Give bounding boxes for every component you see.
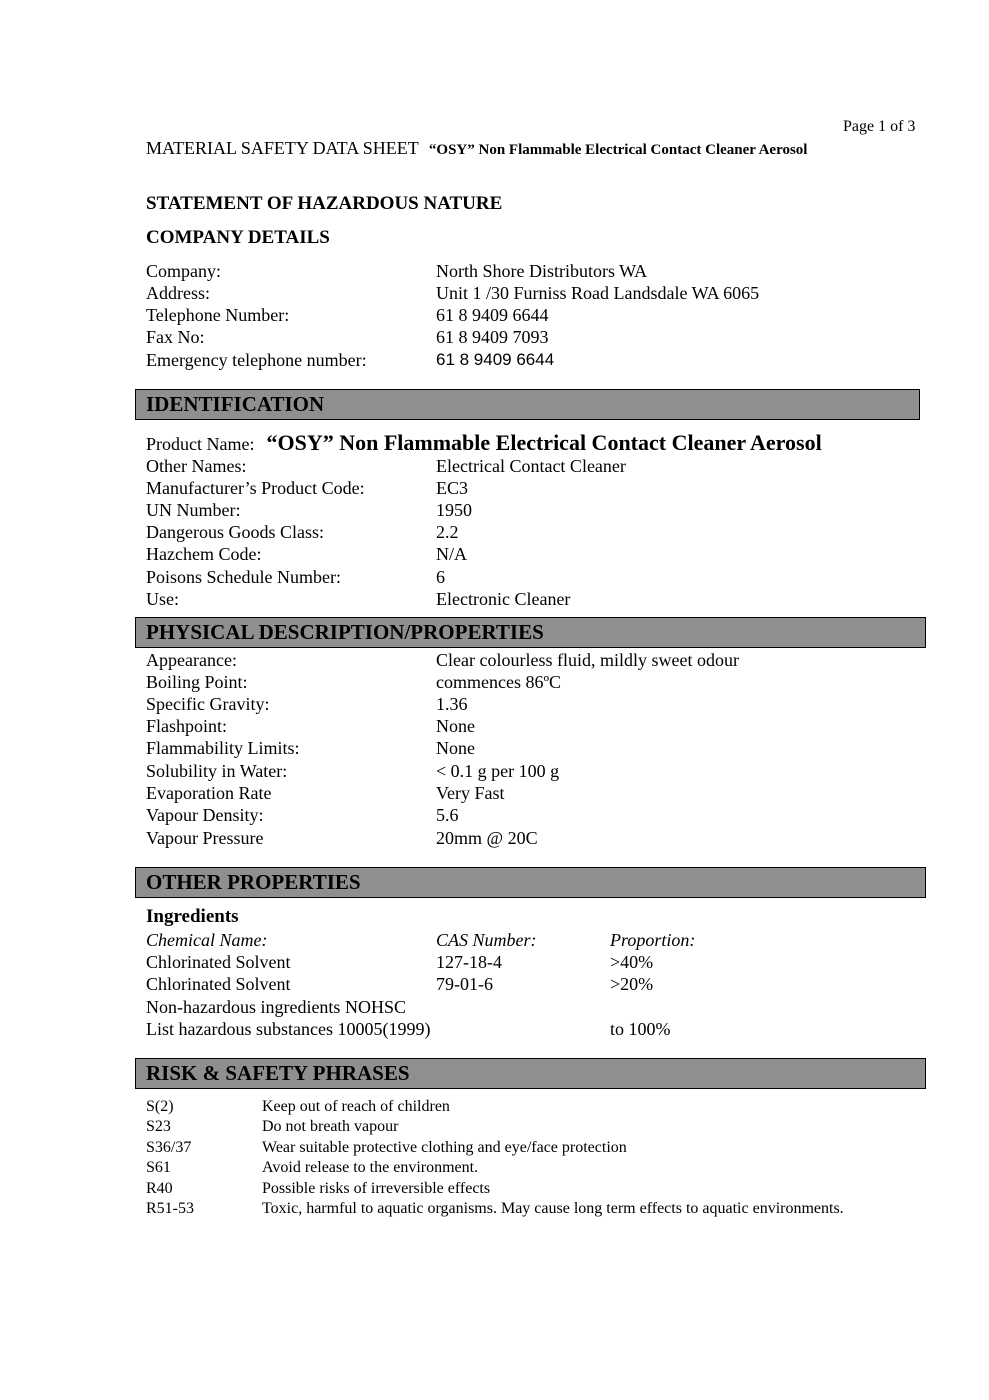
phrase-code: R40 — [146, 1180, 173, 1197]
un-number-label: UN Number: — [146, 500, 241, 520]
identification-heading: IDENTIFICATION — [146, 392, 325, 416]
col-cas-number: CAS Number: — [436, 930, 537, 950]
use-value: Electronic Cleaner — [436, 589, 571, 609]
other-names-label: Other Names: — [146, 456, 247, 476]
evaporation-value: Very Fast — [436, 783, 505, 803]
col-chemical-name: Chemical Name: — [146, 930, 268, 950]
boiling-point-label: Boiling Point: — [146, 672, 248, 692]
page-indicator: Page 1 of 3 — [843, 118, 916, 135]
telephone-value: 61 8 9409 6644 — [436, 305, 549, 325]
product-code-label: Manufacturer’s Product Code: — [146, 478, 365, 498]
solubility-value: < 0.1 g per 100 g — [436, 761, 560, 781]
product-name-label: Product Name: — [146, 434, 255, 454]
solubility-label: Solubility in Water: — [146, 761, 288, 781]
other-names-value: Electrical Contact Cleaner — [436, 456, 626, 476]
dg-class-value: 2.2 — [436, 522, 459, 542]
list-hazardous-proportion: to 100% — [610, 1019, 671, 1039]
phrase-code: S(2) — [146, 1098, 174, 1115]
ingredient-name: Chlorinated Solvent — [146, 974, 291, 994]
flashpoint-value: None — [436, 716, 475, 736]
risk-heading: RISK & SAFETY PHRASES — [146, 1061, 410, 1085]
company-label: Company: — [146, 261, 221, 281]
statement-heading: STATEMENT OF HAZARDOUS NATURE — [146, 193, 503, 214]
dg-class-label: Dangerous Goods Class: — [146, 522, 324, 542]
identification-bar — [135, 389, 920, 420]
appearance-value: Clear colourless fluid, mildly sweet odour — [436, 650, 739, 670]
vapour-density-label: Vapour Density: — [146, 805, 264, 825]
doc-type: MATERIAL SAFETY DATA SHEET — [146, 138, 419, 158]
company-heading: COMPANY DETAILS — [146, 227, 330, 248]
phrase-text: Do not breath vapour — [262, 1118, 399, 1135]
emergency-value: 61 8 9409 6644 — [436, 350, 555, 369]
flammability-value: None — [436, 738, 475, 758]
fax-label: Fax No: — [146, 327, 205, 347]
ingredient-proportion: >40% — [610, 952, 654, 972]
boiling-point-value: commences 86ºC — [436, 672, 562, 692]
poisons-schedule-value: 6 — [436, 567, 445, 587]
vapour-pressure-label: Vapour Pressure — [146, 828, 264, 848]
phrase-code: S61 — [146, 1159, 171, 1176]
telephone-label: Telephone Number: — [146, 305, 290, 325]
phrase-text: Wear suitable protective clothing and eye/face protection — [262, 1139, 627, 1156]
hazchem-label: Hazchem Code: — [146, 544, 262, 564]
phrase-code: R51-53 — [146, 1200, 194, 1217]
ingredient-name: Chlorinated Solvent — [146, 952, 291, 972]
header-product-title: “OSY” Non Flammable Electrical Contact Cleaner Aerosol — [428, 142, 808, 158]
evaporation-label: Evaporation Rate — [146, 783, 272, 803]
appearance-label: Appearance: — [146, 650, 237, 670]
specific-gravity-label: Specific Gravity: — [146, 694, 270, 714]
phrase-code: S23 — [146, 1118, 171, 1135]
phrase-text: Possible risks of irreversible effects — [262, 1180, 491, 1197]
other-properties-heading: OTHER PROPERTIES — [146, 870, 361, 894]
other-properties-bar — [135, 867, 926, 898]
phrase-text: Avoid release to the environment. — [262, 1159, 479, 1176]
hazchem-value: N/A — [436, 544, 467, 564]
use-label: Use: — [146, 589, 179, 609]
col-proportion: Proportion: — [610, 930, 696, 950]
poisons-schedule-label: Poisons Schedule Number: — [146, 567, 341, 587]
phrase-text: Keep out of reach of children — [262, 1098, 450, 1115]
physical-heading: PHYSICAL DESCRIPTION/PROPERTIES — [146, 620, 544, 644]
vapour-density-value: 5.6 — [436, 805, 459, 825]
specific-gravity-value: 1.36 — [436, 694, 468, 714]
list-hazardous-line: List hazardous substances 10005(1999) — [146, 1019, 431, 1039]
ingredient-proportion: >20% — [610, 974, 654, 994]
physical-bar — [135, 617, 926, 648]
ingredients-heading: Ingredients — [146, 906, 239, 927]
product-name: “OSY” Non Flammable Electrical Contact Cleaner Aerosol — [266, 430, 822, 455]
address-label: Address: — [146, 283, 210, 303]
ingredient-cas: 79-01-6 — [436, 974, 493, 994]
product-code-value: EC3 — [436, 478, 469, 498]
ingredient-cas: 127-18-4 — [436, 952, 502, 972]
flammability-label: Flammability Limits: — [146, 738, 300, 758]
un-number-value: 1950 — [436, 500, 472, 520]
fax-value: 61 8 9409 7093 — [436, 327, 549, 347]
vapour-pressure-value: 20mm @ 20C — [436, 828, 538, 848]
emergency-label: Emergency telephone number: — [146, 350, 367, 370]
flashpoint-label: Flashpoint: — [146, 716, 228, 736]
phrase-text: Toxic, harmful to aquatic organisms. May cause long term effects to aquatic environments. — [262, 1200, 844, 1217]
address-value: Unit 1 /30 Furniss Road Landsdale WA 6065 — [436, 283, 760, 303]
company-value: North Shore Distributors WA — [436, 261, 648, 281]
phrase-code: S36/37 — [146, 1139, 192, 1156]
non-hazardous-line: Non-hazardous ingredients NOHSC — [146, 997, 406, 1017]
doc-title — [146, 137, 807, 161]
risk-bar — [135, 1058, 926, 1089]
